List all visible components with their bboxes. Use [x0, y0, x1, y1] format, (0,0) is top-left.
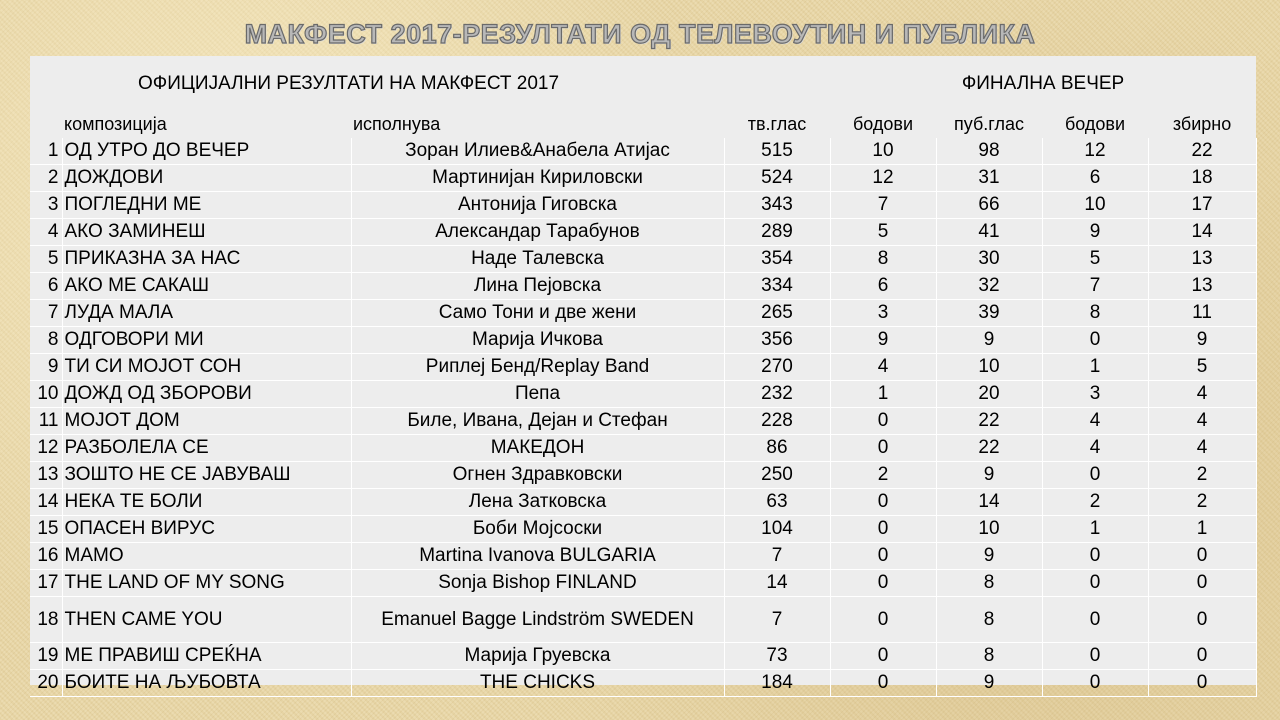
public-points-cell: 0	[1042, 643, 1148, 670]
column-header-public-points: бодови	[1064, 114, 1126, 134]
total-cell: 2	[1148, 462, 1256, 489]
public-votes-cell: 8	[936, 597, 1042, 643]
tv-votes-cell: 104	[724, 516, 830, 543]
song-cell: РАЗБОЛЕЛА СЕ	[62, 435, 351, 462]
song-cell: ТИ СИ МОЈОТ СОН	[62, 354, 351, 381]
public-votes-cell: 10	[936, 516, 1042, 543]
tv-votes-cell: 86	[724, 435, 830, 462]
rank-cell: 8	[30, 327, 62, 354]
public-points-cell: 12	[1042, 138, 1148, 165]
tv-points-cell: 8	[830, 246, 936, 273]
table-row	[30, 597, 1256, 643]
public-points-cell: 6	[1042, 165, 1148, 192]
table-row	[30, 543, 1256, 570]
artist-cell: Зоран Илиев&Анабела Атијас	[351, 138, 724, 165]
total-cell: 14	[1148, 219, 1256, 246]
total-cell: 5	[1148, 354, 1256, 381]
total-cell: 11	[1148, 300, 1256, 327]
total-cell: 4	[1148, 408, 1256, 435]
column-header-total: збирно	[1172, 114, 1232, 134]
total-cell: 0	[1148, 543, 1256, 570]
public-votes-cell: 14	[936, 489, 1042, 516]
tv-votes-cell: 7	[724, 597, 830, 643]
rank-cell: 1	[30, 138, 62, 165]
tv-points-cell: 0	[830, 516, 936, 543]
table-row	[30, 300, 1256, 327]
song-cell: ПОГЛЕДНИ МЕ	[62, 192, 351, 219]
public-votes-cell: 8	[936, 570, 1042, 597]
rank-cell: 12	[30, 435, 62, 462]
artist-cell: Само Тони и две жени	[351, 300, 724, 327]
table-row	[30, 165, 1256, 192]
public-votes-cell: 9	[936, 670, 1042, 697]
tv-points-cell: 0	[830, 408, 936, 435]
rank-cell: 13	[30, 462, 62, 489]
public-votes-cell: 66	[936, 192, 1042, 219]
public-points-cell: 3	[1042, 381, 1148, 408]
table-row	[30, 643, 1256, 670]
tv-votes-cell: 265	[724, 300, 830, 327]
tv-points-cell: 10	[830, 138, 936, 165]
public-points-cell: 5	[1042, 246, 1148, 273]
total-cell: 18	[1148, 165, 1256, 192]
column-header-tv-votes: тв.глас	[747, 114, 807, 134]
table-row	[30, 192, 1256, 219]
artist-cell: Наде Талевска	[351, 246, 724, 273]
total-cell: 2	[1148, 489, 1256, 516]
tv-points-cell: 0	[830, 489, 936, 516]
rank-cell: 10	[30, 381, 62, 408]
song-cell: ОДГОВОРИ МИ	[62, 327, 351, 354]
rank-cell: 4	[30, 219, 62, 246]
tv-points-cell: 0	[830, 643, 936, 670]
public-points-cell: 0	[1042, 462, 1148, 489]
public-votes-cell: 98	[936, 138, 1042, 165]
rank-cell: 7	[30, 300, 62, 327]
rank-cell: 9	[30, 354, 62, 381]
total-cell: 22	[1148, 138, 1256, 165]
song-cell: МАМО	[62, 543, 351, 570]
song-cell: ДОЖДОВИ	[62, 165, 351, 192]
song-cell: THE LAND OF MY SONG	[62, 570, 351, 597]
total-cell: 1	[1148, 516, 1256, 543]
column-header-row	[30, 111, 1256, 138]
song-cell: ЗОШТО НЕ СЕ ЈАВУВАШ	[62, 462, 351, 489]
official-results-heading: ОФИЦИЈАЛНИ РЕЗУЛТАТИ НА МАКФЕСТ 2017	[138, 72, 560, 94]
public-points-cell: 1	[1042, 516, 1148, 543]
table-row	[30, 462, 1256, 489]
public-votes-cell: 32	[936, 273, 1042, 300]
table-row	[30, 489, 1256, 516]
results-table	[30, 56, 1257, 697]
public-votes-cell: 9	[936, 543, 1042, 570]
tv-points-cell: 0	[830, 670, 936, 697]
tv-points-cell: 3	[830, 300, 936, 327]
public-points-cell: 8	[1042, 300, 1148, 327]
column-header-song: композиција	[64, 114, 167, 134]
final-night-heading: ФИНАЛНА ВЕЧЕР	[961, 72, 1125, 94]
artist-cell: Martina Ivanova BULGARIA	[351, 543, 724, 570]
artist-cell: Emanuel Bagge Lindström SWEDEN	[351, 597, 724, 643]
public-votes-cell: 39	[936, 300, 1042, 327]
rank-cell: 16	[30, 543, 62, 570]
rank-cell: 2	[30, 165, 62, 192]
public-votes-cell: 30	[936, 246, 1042, 273]
rank-cell: 20	[30, 670, 62, 697]
table-row	[30, 408, 1256, 435]
artist-cell: Биле, Ивана, Дејан и Стефан	[351, 408, 724, 435]
table-row	[30, 327, 1256, 354]
song-cell: ДОЖД ОД ЗБОРОВИ	[62, 381, 351, 408]
song-cell: ЛУДА МАЛА	[62, 300, 351, 327]
song-cell: THEN CAME YOU	[62, 597, 351, 643]
tv-points-cell: 9	[830, 327, 936, 354]
tv-votes-cell: 524	[724, 165, 830, 192]
public-votes-cell: 22	[936, 435, 1042, 462]
table-row	[30, 570, 1256, 597]
tv-votes-cell: 63	[724, 489, 830, 516]
total-cell: 0	[1148, 570, 1256, 597]
artist-cell: Марија Груевска	[351, 643, 724, 670]
rank-cell: 18	[30, 597, 62, 643]
total-cell: 13	[1148, 273, 1256, 300]
public-points-cell: 7	[1042, 273, 1148, 300]
tv-votes-cell: 343	[724, 192, 830, 219]
total-cell: 0	[1148, 670, 1256, 697]
song-cell: АКО ЗАМИНЕШ	[62, 219, 351, 246]
rank-cell: 19	[30, 643, 62, 670]
public-points-cell: 0	[1042, 670, 1148, 697]
table-row	[30, 354, 1256, 381]
artist-cell: THE CHICKS	[351, 670, 724, 697]
public-points-cell: 0	[1042, 327, 1148, 354]
table-row	[30, 219, 1256, 246]
song-cell: БОИТЕ НА ЉУБОВТА	[62, 670, 351, 697]
table-row	[30, 381, 1256, 408]
artist-cell: Sonja Bishop FINLAND	[351, 570, 724, 597]
song-cell: АКО МЕ САКАШ	[62, 273, 351, 300]
rank-cell: 14	[30, 489, 62, 516]
rank-cell: 5	[30, 246, 62, 273]
tv-votes-cell: 250	[724, 462, 830, 489]
tv-votes-cell: 270	[724, 354, 830, 381]
tv-points-cell: 4	[830, 354, 936, 381]
public-votes-cell: 41	[936, 219, 1042, 246]
tv-votes-cell: 73	[724, 643, 830, 670]
tv-votes-cell: 354	[724, 246, 830, 273]
artist-cell: МАКЕДОН	[351, 435, 724, 462]
tv-votes-cell: 184	[724, 670, 830, 697]
total-cell: 13	[1148, 246, 1256, 273]
public-points-cell: 0	[1042, 597, 1148, 643]
tv-points-cell: 0	[830, 435, 936, 462]
total-cell: 0	[1148, 597, 1256, 643]
public-votes-cell: 22	[936, 408, 1042, 435]
tv-votes-cell: 356	[724, 327, 830, 354]
public-points-cell: 2	[1042, 489, 1148, 516]
results-table-panel	[30, 56, 1256, 693]
table-row	[30, 246, 1256, 273]
tv-votes-cell: 289	[724, 219, 830, 246]
tv-points-cell: 6	[830, 273, 936, 300]
public-points-cell: 1	[1042, 354, 1148, 381]
public-votes-cell: 31	[936, 165, 1042, 192]
tv-points-cell: 7	[830, 192, 936, 219]
tv-points-cell: 1	[830, 381, 936, 408]
song-cell: ПРИКАЗНА ЗА НАС	[62, 246, 351, 273]
table-header-row	[30, 56, 1256, 111]
tv-points-cell: 12	[830, 165, 936, 192]
artist-cell: Огнен Здравковски	[351, 462, 724, 489]
public-points-cell: 4	[1042, 435, 1148, 462]
song-cell: ОПАСЕН ВИРУС	[62, 516, 351, 543]
total-cell: 4	[1148, 435, 1256, 462]
public-points-cell: 0	[1042, 543, 1148, 570]
public-points-cell: 9	[1042, 219, 1148, 246]
tv-points-cell: 0	[830, 570, 936, 597]
public-points-cell: 0	[1042, 570, 1148, 597]
public-points-cell: 4	[1042, 408, 1148, 435]
artist-cell: Антонија Гиговска	[351, 192, 724, 219]
artist-cell: Александар Тарабунов	[351, 219, 724, 246]
slide-title: МАКФЕСТ 2017-РЕЗУЛТАТИ ОД ТЕЛЕВОУТИН И ПУБЛИКА	[244, 19, 1036, 49]
rank-cell: 11	[30, 408, 62, 435]
total-cell: 0	[1148, 643, 1256, 670]
public-votes-cell: 20	[936, 381, 1042, 408]
tv-votes-cell: 14	[724, 570, 830, 597]
song-cell: МОЈОТ ДОМ	[62, 408, 351, 435]
song-cell: НЕКА ТЕ БОЛИ	[62, 489, 351, 516]
table-row	[30, 516, 1256, 543]
public-points-cell: 10	[1042, 192, 1148, 219]
table-row	[30, 435, 1256, 462]
rank-cell: 15	[30, 516, 62, 543]
public-votes-cell: 9	[936, 462, 1042, 489]
column-header-artist: исполнува	[353, 114, 441, 134]
tv-points-cell: 5	[830, 219, 936, 246]
total-cell: 17	[1148, 192, 1256, 219]
table-row	[30, 138, 1256, 165]
song-cell: ОД УТРО ДО ВЕЧЕР	[62, 138, 351, 165]
rank-cell: 6	[30, 273, 62, 300]
song-cell: МЕ ПРАВИШ СРЕЌНА	[62, 643, 351, 670]
artist-cell: Марија Ичкова	[351, 327, 724, 354]
artist-cell: Пепа	[351, 381, 724, 408]
public-votes-cell: 9	[936, 327, 1042, 354]
tv-points-cell: 0	[830, 543, 936, 570]
tv-points-cell: 0	[830, 597, 936, 643]
artist-cell: Лина Пејовска	[351, 273, 724, 300]
column-header-rank	[30, 111, 62, 138]
tv-votes-cell: 228	[724, 408, 830, 435]
public-votes-cell: 10	[936, 354, 1042, 381]
rank-cell: 17	[30, 570, 62, 597]
artist-cell: Мартинијан Кириловски	[351, 165, 724, 192]
tv-votes-cell: 334	[724, 273, 830, 300]
column-header-tv-points: бодови	[852, 114, 914, 134]
artist-cell: Риплеј Бенд/Replay Band	[351, 354, 724, 381]
tv-votes-cell: 515	[724, 138, 830, 165]
public-votes-cell: 8	[936, 643, 1042, 670]
rank-cell: 3	[30, 192, 62, 219]
artist-cell: Боби Мојсоски	[351, 516, 724, 543]
column-header-public-votes: пуб.глас	[954, 114, 1024, 134]
tv-votes-cell: 7	[724, 543, 830, 570]
total-cell: 9	[1148, 327, 1256, 354]
total-cell: 4	[1148, 381, 1256, 408]
table-row	[30, 273, 1256, 300]
tv-points-cell: 2	[830, 462, 936, 489]
tv-votes-cell: 232	[724, 381, 830, 408]
artist-cell: Лена Затковска	[351, 489, 724, 516]
table-row	[30, 670, 1256, 697]
